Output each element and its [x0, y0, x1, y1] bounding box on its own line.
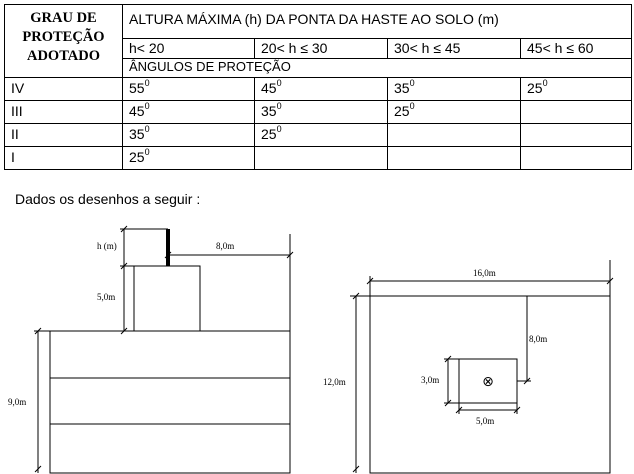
- grau-i: I: [5, 147, 123, 170]
- width-label: 8,0m: [216, 241, 235, 251]
- grau-header-line1: GRAU DE: [30, 10, 97, 26]
- grau-header-line2: PROTEÇÃO: [22, 29, 105, 45]
- altura-header: ALTURA MÁXIMA (h) DA PONTA DA HASTE AO SOLO (m): [123, 5, 632, 39]
- degree-sup: 0: [276, 124, 282, 135]
- left-drawing: [34, 226, 293, 473]
- degree-sup: 0: [276, 78, 282, 89]
- angle-value: 25: [394, 103, 410, 119]
- range-2: 20< h ≤ 30: [255, 39, 388, 59]
- angle-value: 55: [129, 80, 145, 96]
- box-height-label: 3,0m: [421, 375, 440, 385]
- tower-outline: [134, 266, 200, 331]
- angle-value: 45: [261, 80, 277, 96]
- grau-iii: III: [5, 101, 123, 124]
- degree-sup: 0: [276, 101, 282, 112]
- building-outline: [50, 331, 290, 473]
- angle-value: 45: [129, 103, 145, 119]
- right-drawing: [350, 260, 613, 473]
- degree-sup: 0: [144, 78, 150, 89]
- angulos-label: ÂNGULOS DE PROTEÇÃO: [123, 59, 632, 78]
- angle-value: 35: [261, 103, 277, 119]
- plan-width-label: 16,0m: [473, 268, 496, 278]
- tower-label: 5,0m: [97, 292, 116, 302]
- grau-iv: IV: [5, 78, 123, 101]
- degree-sup: 0: [144, 124, 150, 135]
- degree-sup: 0: [144, 147, 150, 158]
- angle-value: 25: [527, 80, 543, 96]
- cross-circle-icon: ⊗: [482, 374, 494, 390]
- plan-height-label: 12,0m: [323, 377, 346, 387]
- building-label: 9,0m: [8, 397, 27, 407]
- angle-value: 25: [129, 149, 145, 165]
- angle-value: 35: [394, 80, 410, 96]
- offset-label: 8,0m: [529, 334, 548, 344]
- angle-value: 25: [261, 126, 277, 142]
- grau-header-line3: ADOTADO: [26, 48, 101, 64]
- range-1: h< 20: [123, 39, 255, 59]
- angle-value: 35: [129, 126, 145, 142]
- h-label: h (m): [97, 241, 117, 251]
- intro-text: Dados os desenhos a seguir :: [15, 191, 201, 207]
- degree-sup: 0: [144, 101, 150, 112]
- degree-sup: 0: [409, 101, 415, 112]
- box-width-label: 5,0m: [476, 416, 495, 426]
- range-4: 45< h ≤ 60: [521, 39, 632, 59]
- grau-ii: II: [5, 124, 123, 147]
- degree-sup: 0: [409, 78, 415, 89]
- range-3: 30< h ≤ 45: [388, 39, 521, 59]
- degree-sup: 0: [542, 78, 548, 89]
